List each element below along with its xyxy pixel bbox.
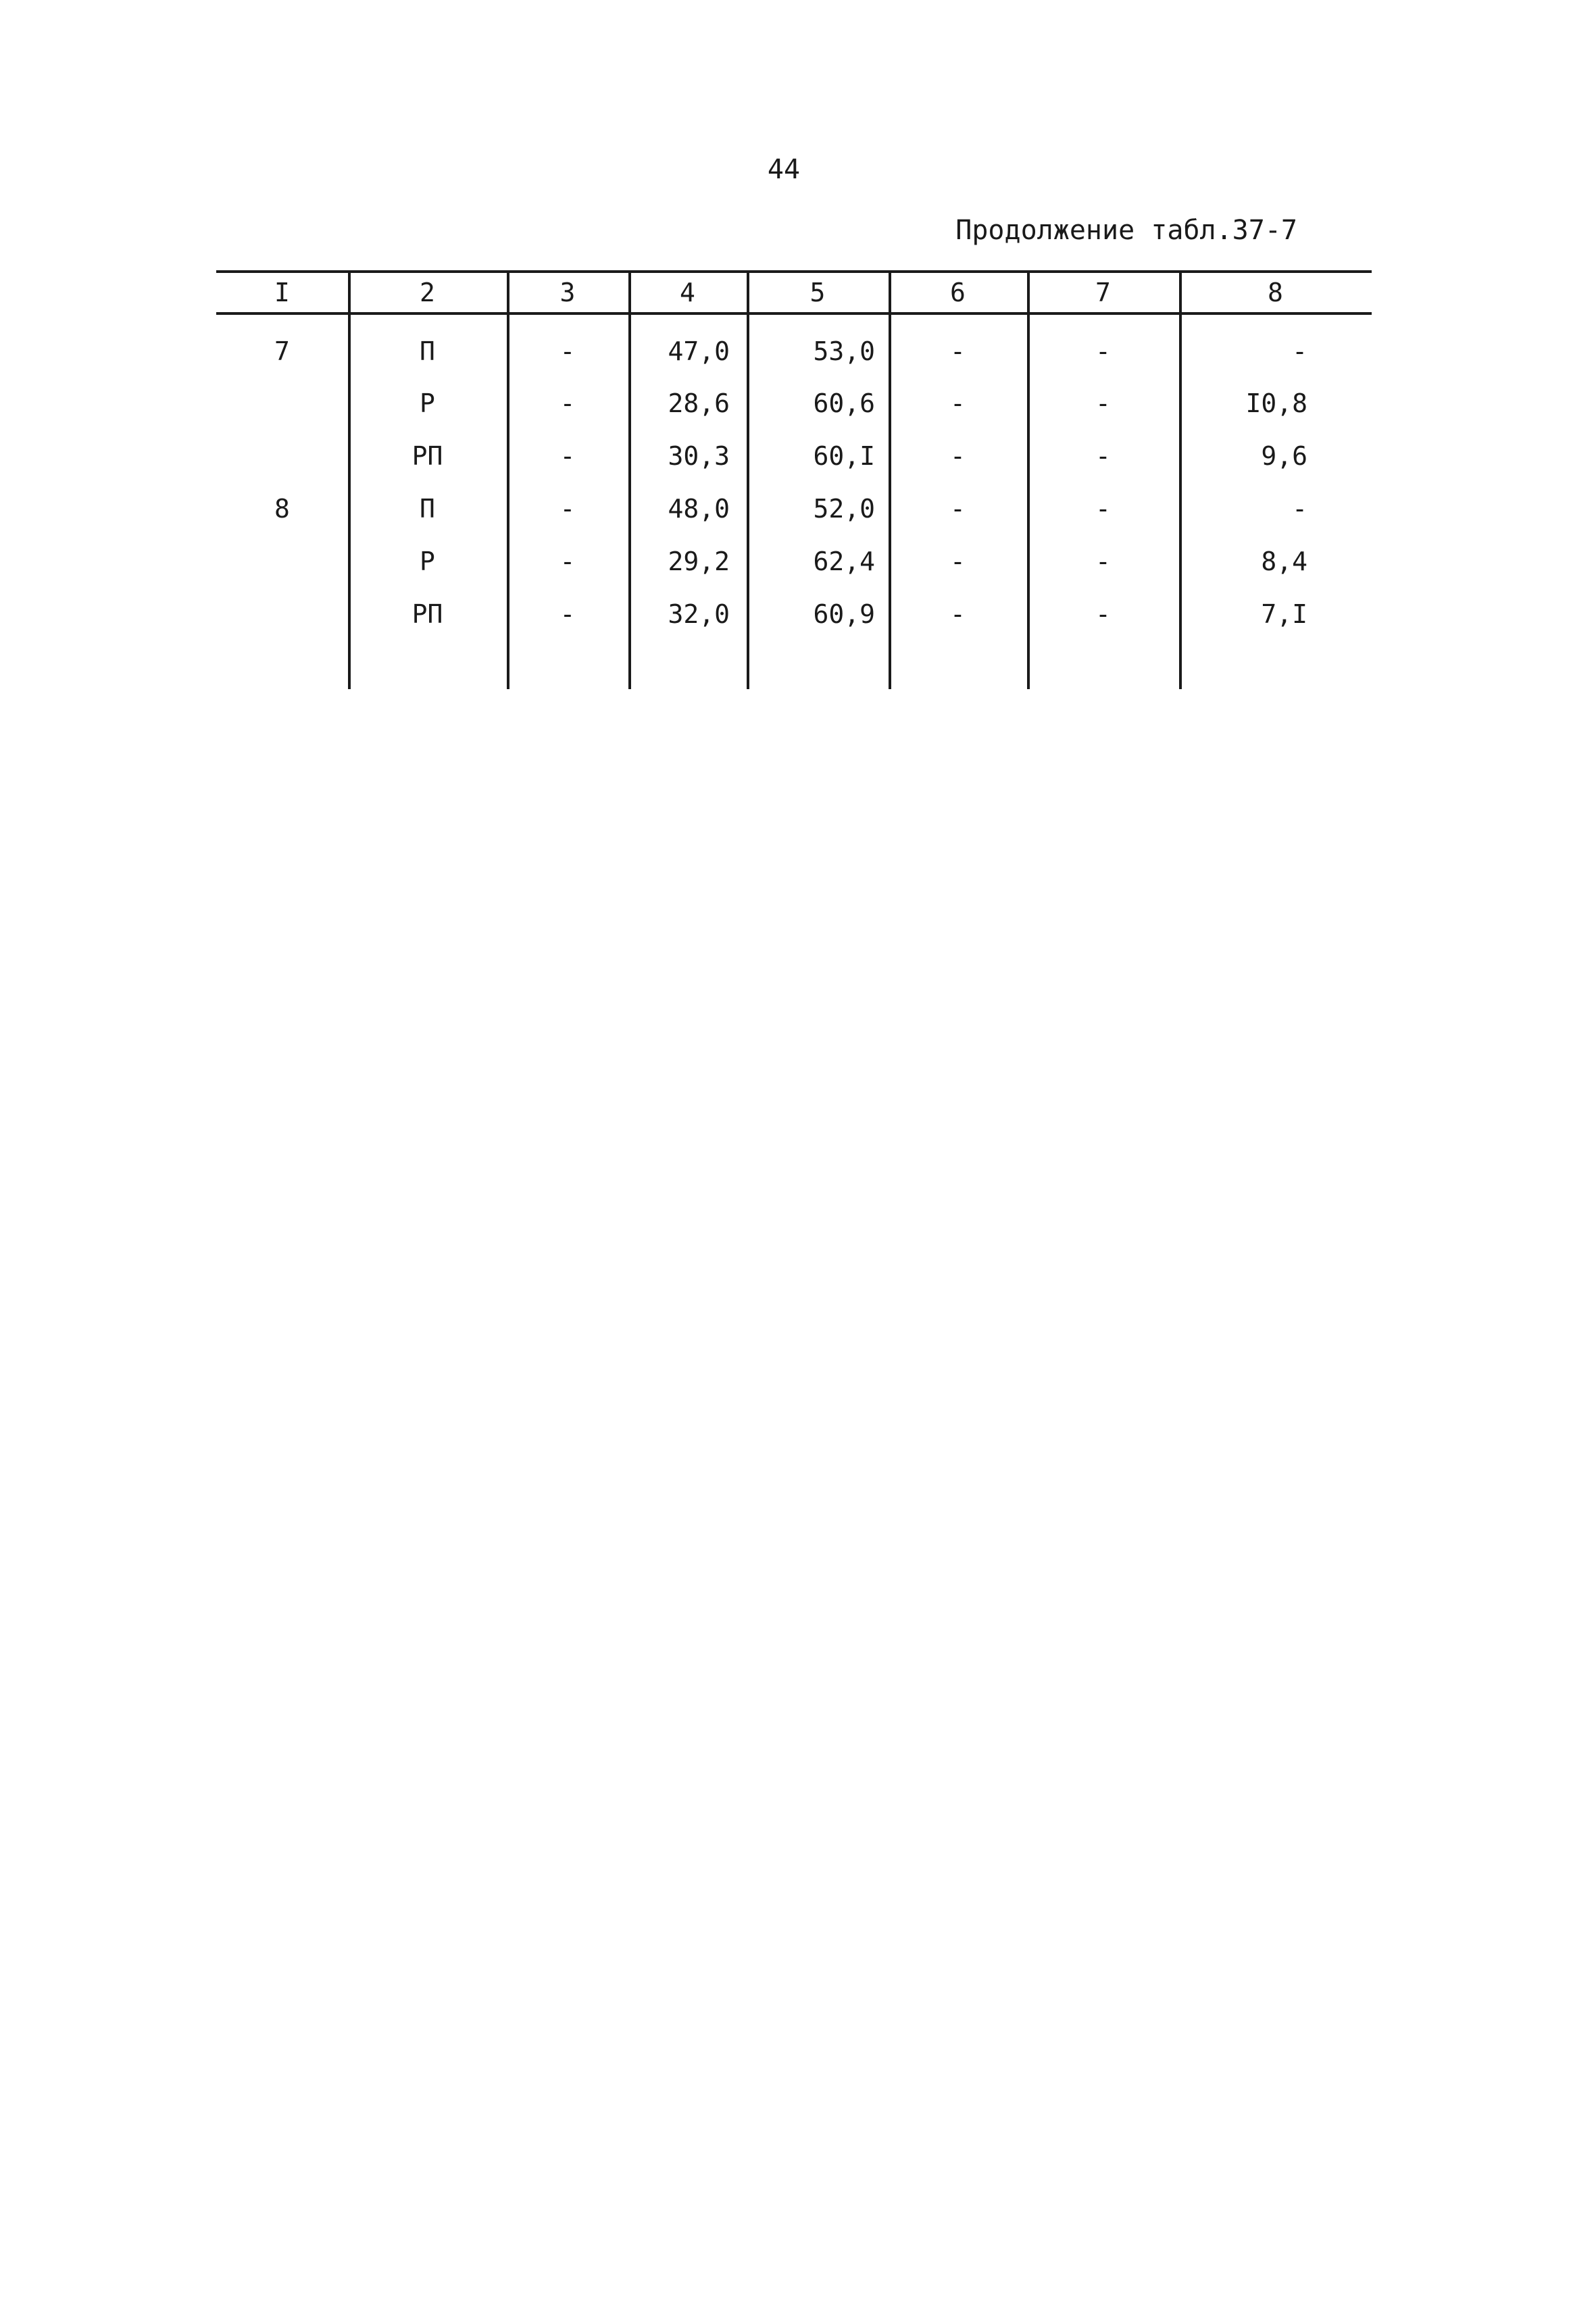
table-cell: 32,0 xyxy=(668,599,730,629)
table-cell: РП xyxy=(412,441,443,471)
header-cell: 4 xyxy=(680,278,695,307)
table-cell: - xyxy=(1095,336,1111,366)
table-cell: 7 xyxy=(274,336,290,366)
table-cell: - xyxy=(559,547,576,576)
header-cell: 2 xyxy=(420,278,435,307)
table-cell: - xyxy=(559,599,576,629)
table-cell: - xyxy=(950,336,966,366)
table-cell: - xyxy=(1095,547,1111,576)
table-cell: 9,6 xyxy=(1261,441,1307,471)
table-cell: 60,9 xyxy=(813,599,875,629)
table-cell xyxy=(216,545,348,578)
table-cell xyxy=(216,439,348,473)
header-cell: 5 xyxy=(809,278,826,307)
table-cell: 29,2 xyxy=(668,547,730,576)
table-cell xyxy=(216,597,348,631)
header-cell: 7 xyxy=(1095,278,1111,307)
header-cell: 8 xyxy=(1268,278,1283,307)
table-cell: - xyxy=(1095,599,1111,629)
table-cell: - xyxy=(559,494,576,524)
table-header-rule xyxy=(216,312,1372,315)
table-cell: П xyxy=(420,336,435,366)
page-number: 44 xyxy=(767,154,801,185)
table-cell: - xyxy=(559,336,576,366)
table-cell: - xyxy=(1095,494,1111,524)
table-cell: - xyxy=(950,599,966,629)
table-cell: - xyxy=(1095,441,1111,471)
table-cell: П xyxy=(420,494,435,524)
table-cell xyxy=(216,386,348,420)
table-caption: Продолжение табл.37-7 xyxy=(955,215,1297,246)
table-cell: 52,0 xyxy=(813,494,875,524)
table-cell: 8,4 xyxy=(1261,547,1307,576)
table-cell: - xyxy=(1292,336,1307,366)
data-table xyxy=(216,270,1372,689)
table-cell: Р xyxy=(420,547,435,576)
table-cell: 60,I xyxy=(813,441,875,471)
table-cell: - xyxy=(1095,388,1111,418)
table-cell: 62,4 xyxy=(813,547,875,576)
table-cell: 8 xyxy=(274,494,290,524)
table-cell: Р xyxy=(420,388,435,418)
table-cell: 7,I xyxy=(1261,599,1307,629)
table-cell: 48,0 xyxy=(668,494,730,524)
table-cell: 60,6 xyxy=(813,388,875,418)
table-cell: 28,6 xyxy=(668,388,730,418)
table-cell: - xyxy=(559,441,576,471)
table-cell: I0,8 xyxy=(1245,388,1307,418)
table-cell: - xyxy=(950,494,966,524)
header-cell: I xyxy=(274,278,290,307)
header-cell: 3 xyxy=(559,278,576,307)
table-cell: - xyxy=(559,388,576,418)
table-cell: - xyxy=(950,547,966,576)
table-cell: РП xyxy=(412,599,443,629)
table-top-rule xyxy=(216,270,1372,273)
table-cell: - xyxy=(1292,494,1307,524)
table-cell: 53,0 xyxy=(813,336,875,366)
table-cell: 30,3 xyxy=(668,441,730,471)
table-cell: - xyxy=(950,441,966,471)
table-cell: - xyxy=(950,388,966,418)
header-cell: 6 xyxy=(950,278,966,307)
table-cell: 47,0 xyxy=(668,336,730,366)
